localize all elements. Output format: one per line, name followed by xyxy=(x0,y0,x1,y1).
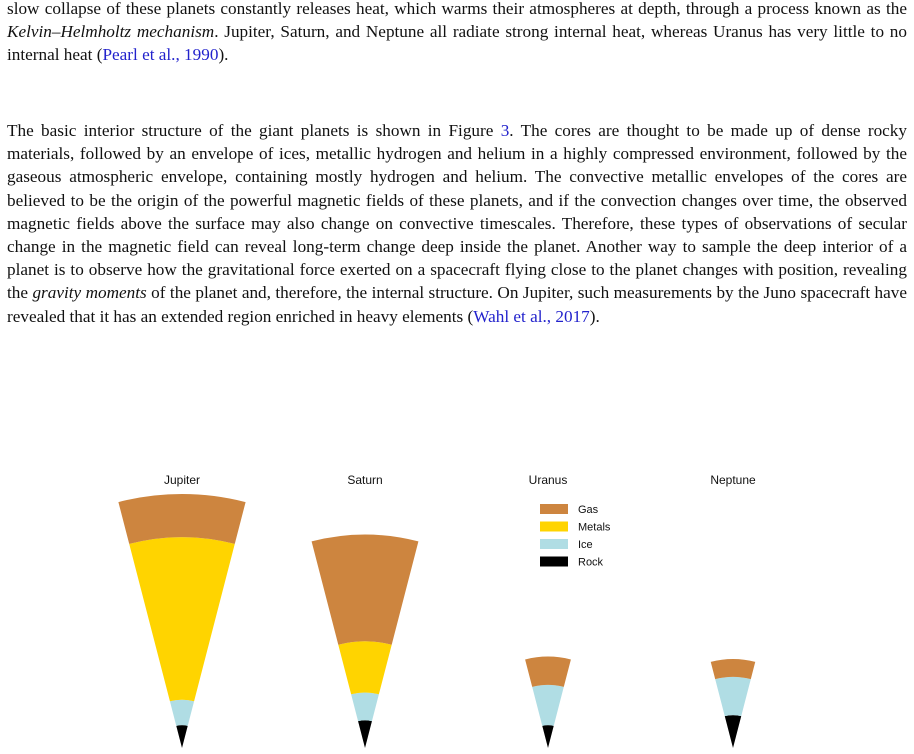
citation-wahl-2017[interactable]: Wahl et al., 2017 xyxy=(473,306,590,326)
uranus-rock-layer xyxy=(542,725,553,748)
para2-text-4: ). xyxy=(589,306,600,326)
paragraph-2 xyxy=(7,119,907,328)
para1-text-2: . Jupiter, Saturn, and Neptune all radiate strong internal heat, whereas Uranus has very little to no internal heat ( xyxy=(7,22,907,65)
jupiter-ice-layer xyxy=(170,700,194,726)
wedge-neptune xyxy=(711,659,756,748)
wedge-uranus xyxy=(525,657,571,748)
para2-text-1: The basic interior structure of the giant planets is shown in Figure xyxy=(7,121,501,140)
saturn-metals-layer xyxy=(338,641,391,694)
neptune-gas-layer xyxy=(711,659,756,679)
jupiter-metals-layer xyxy=(129,537,235,701)
neptune-rock-layer xyxy=(725,715,741,748)
para2-text-2: . The cores are thought to be made up of dense rocky materials, followed by an envelope of ices, metallic hydrogen and helium in a highly compressed environment, followed by the gaseous atmospheric envelope, containing mostly hydrogen and helium. The convective metallic envelopes of the cores are believed to be the origin of the powerful magnetic fields of these planets, and if the convection changes over time, the observed magnetic fields above the surface may also change on convective timescales. Therefore, these types of observations of secular change in the magnetic field can reveal long-term change deep inside the planet. Another way to sample the deep interior of a planet is to observe how the gravitational force exerted on a spacecraft flying close to the planet changes with position, revealing the xyxy=(7,121,907,303)
legend-swatch-rock xyxy=(540,557,568,567)
legend-label-ice: Ice xyxy=(578,539,593,551)
uranus-gas-layer xyxy=(525,657,571,687)
neptune-ice-layer xyxy=(715,677,751,716)
wedge-jupiter xyxy=(118,494,245,748)
legend-label-metals: Metals xyxy=(578,521,611,534)
citation-pearl-1990[interactable]: Pearl et al., 1990 xyxy=(102,45,219,65)
uranus-ice-layer xyxy=(532,685,564,726)
legend-label-gas: Gas xyxy=(578,504,599,516)
figure-reference-link[interactable]: 3 xyxy=(500,121,510,140)
paragraph-1 xyxy=(7,0,907,67)
planet-label-neptune: Neptune xyxy=(710,473,756,487)
planet-interior-figure xyxy=(0,460,914,754)
planet-label-jupiter: Jupiter xyxy=(163,473,201,487)
para1-text-1: slow collapse of these planets constantly releases heat, which warms their atmospheres at depth, through a process known as the xyxy=(7,0,907,18)
saturn-rock-layer xyxy=(358,720,372,748)
jupiter-rock-layer xyxy=(176,725,187,748)
planet-label-uranus: Uranus xyxy=(528,473,568,487)
legend-swatch-ice xyxy=(540,539,568,549)
planet-labels xyxy=(164,473,756,487)
legend-swatch-metals xyxy=(540,522,568,532)
wedge-saturn xyxy=(312,535,419,748)
legend xyxy=(540,504,611,569)
saturn-ice-layer xyxy=(351,693,379,722)
legend-label-rock: Rock xyxy=(578,556,604,569)
para1-emphasis-kelvin-helmholtz: Kelvin–Helmholtz mechanism xyxy=(7,22,215,42)
para1-text-3: ). xyxy=(218,45,229,65)
legend-swatch-gas xyxy=(540,504,568,514)
jupiter-gas-layer xyxy=(118,494,245,544)
para2-emphasis-gravity-moments: gravity moments xyxy=(32,283,147,303)
saturn-gas-layer xyxy=(312,535,419,645)
planet-wedges xyxy=(118,494,755,748)
planet-label-saturn: Saturn xyxy=(347,473,383,487)
para2-text-3: of the planet and, therefore, the internal structure. On Jupiter, such measurements by the Juno spacecraft have revealed that it has an extended region enriched in heavy elements ( xyxy=(7,283,907,326)
